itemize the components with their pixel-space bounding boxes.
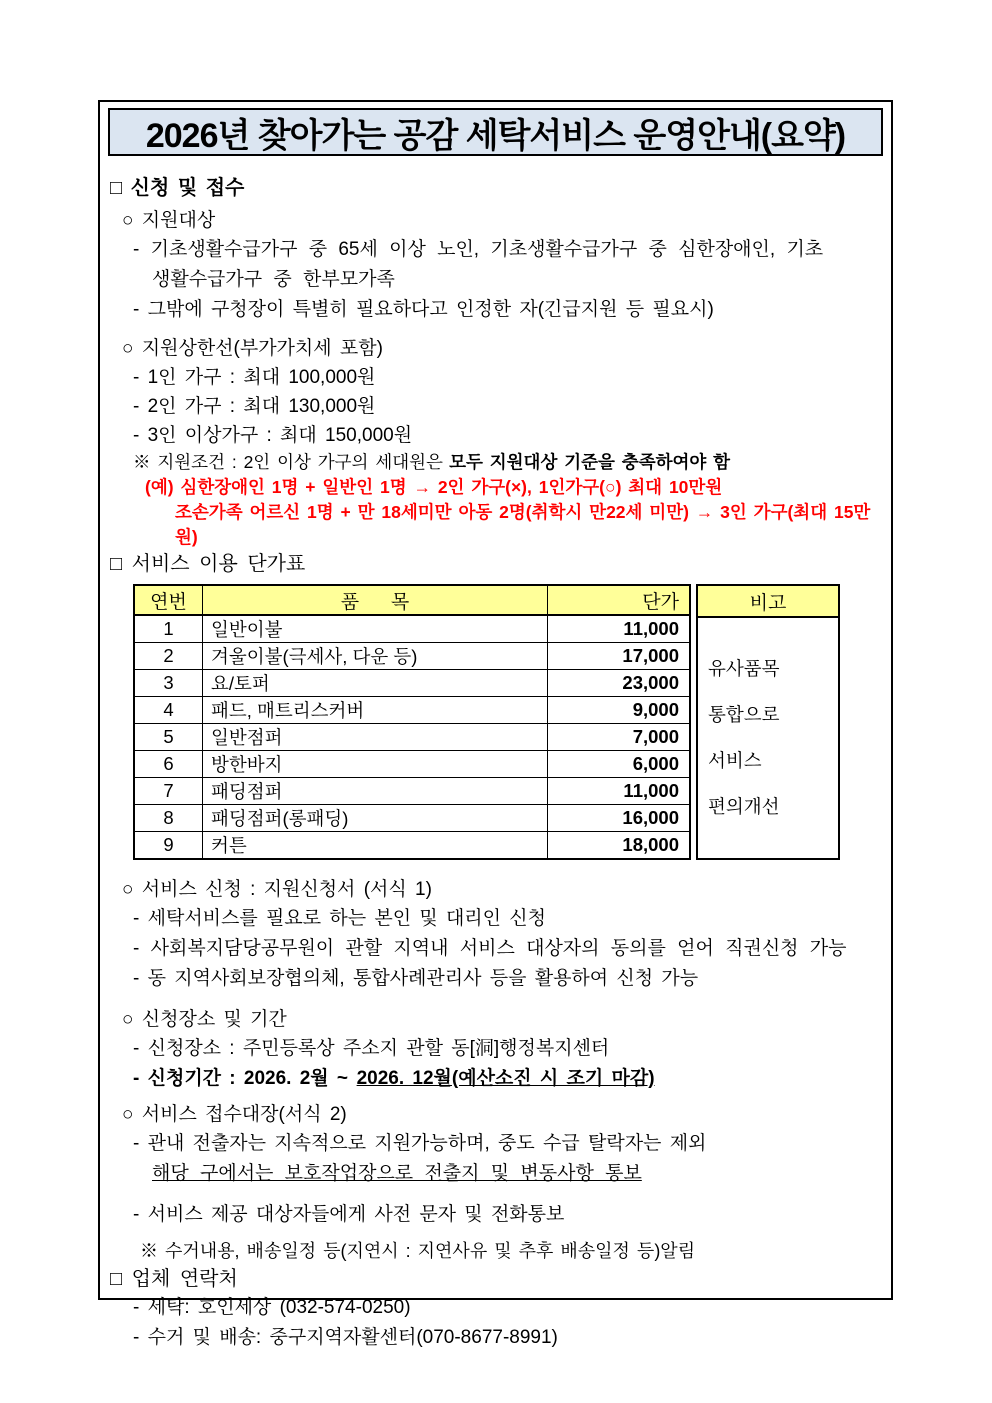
cell-item: 겨울이불(극세사, 다운 등): [203, 643, 548, 670]
pickup-notice-line: ※ 수거내용, 배송일정 등(지연시 : 지연사유 및 추후 배송일정 등)알림: [140, 1241, 696, 1261]
cell-price: 6,000: [548, 751, 691, 778]
contact-laundry-line: - 세탁: 호인세상 (032-574-0250): [133, 1297, 411, 1318]
receipt-item-1: - 관내 전출자는 지속적으로 지원가능하며, 중도 수급 탈락자는 제외: [133, 1133, 707, 1154]
heading-support-limit: ○ 지원상한선(부가가치세 포함): [122, 338, 383, 359]
support-condition-note: [133, 450, 891, 475]
note-merged-cell: [697, 617, 839, 859]
table-row: [134, 832, 690, 860]
table-row: [134, 724, 690, 751]
price-table-header: [134, 585, 690, 615]
cell-no: 6: [134, 751, 203, 778]
request-item-2: - 사회복지담당공무원이 관할 지역내 서비스 대상자의 동의를 얻어 직권신청 가능: [133, 938, 847, 959]
table-row: [134, 615, 690, 643]
target-item-line2: - 그밖에 구청장이 특별히 필요하다고 인정한 자(긴급지원 등 필요시): [133, 299, 714, 320]
col-header-no: 연번: [134, 585, 203, 615]
table-header-row: [134, 585, 690, 615]
period-underlined-part: 2026. 12월(예산소진 시 조기 마감): [356, 1068, 655, 1089]
condition-bold-part: 모두 지원대상 기준을 충족하여야 함: [449, 452, 731, 472]
cell-no: 4: [134, 697, 203, 724]
table-row: [134, 670, 690, 697]
limit-item-3: - 3인 이상가구 : 최대 150,000원: [133, 425, 413, 446]
title-banner: [108, 108, 883, 156]
page-title: 2026년 찾아가는 공감 세탁서비스 운영안내(요약): [145, 116, 846, 155]
table-header-row: [697, 585, 839, 617]
table-row: [134, 697, 690, 724]
target-item-line1a: - 기초생활수급가구 중 65세 이상 노인, 기초생활수급가구 중 심한장애인, 기초: [133, 239, 824, 260]
contact-pickup-line: - 수거 및 배송: 중구지역자활센터(070-8677-8991): [133, 1327, 558, 1348]
example-line-1: (예) 심한장애인 1명 + 일반인 1명 → 2인 가구(×), 1인가구(○) 최대 10만원: [145, 477, 723, 497]
cell-item: 커튼: [203, 832, 548, 860]
cell-item: 패드, 매트리스커버: [203, 697, 548, 724]
apply-period-line: [133, 1064, 891, 1094]
heading-support-target: ○ 지원대상: [122, 210, 216, 231]
heading-apply-receipt: □ 신청 및 접수: [110, 177, 245, 199]
note-line: 서비스: [708, 750, 762, 771]
heading-contact: □ 업체 연락처: [110, 1268, 238, 1290]
table-row: [134, 643, 690, 670]
cell-no: 8: [134, 805, 203, 832]
note-line: 유사품목: [708, 658, 780, 679]
cell-item: 방한바지: [203, 751, 548, 778]
table-row: [134, 751, 690, 778]
price-table: [133, 584, 691, 860]
cell-item: 패딩점퍼(롱패딩): [203, 805, 548, 832]
cell-price: 18,000: [548, 832, 691, 860]
target-item-line1b: 생활수급가구 중 한부모가족: [152, 269, 395, 290]
period-prefix: - 신청기간 : 2026. 2월 ~: [133, 1068, 349, 1089]
cell-no: 7: [134, 778, 203, 805]
table-row: [697, 617, 839, 859]
receipt-item-2: - 서비스 제공 대상자들에게 사전 문자 및 전화통보: [133, 1204, 565, 1225]
cell-item: 일반점퍼: [203, 724, 548, 751]
cell-item: 요/토퍼: [203, 670, 548, 697]
table-row: [134, 805, 690, 832]
price-table-body: [134, 615, 690, 859]
cell-price: 11,000: [548, 615, 691, 643]
heading-receipt-ledger: ○ 서비스 접수대장(서식 2): [122, 1104, 347, 1125]
limit-item-2: - 2인 가구 : 최대 130,000원: [133, 396, 376, 417]
cell-no: 9: [134, 832, 203, 860]
example-line-2: 조손가족 어르신 1명 + 만 18세미만 아동 2명(취학시 만22세 미만) → 3인 가구(최대 15만원): [175, 502, 871, 547]
document-border-frame: [98, 100, 893, 1348]
heading-price-table: □ 서비스 이용 단가표: [110, 553, 306, 575]
cell-item: 패딩점퍼: [203, 778, 548, 805]
heading-apply-place-period: ○ 신청장소 및 기간: [122, 1009, 287, 1030]
note-column-body: [697, 617, 839, 859]
request-item-3: - 동 지역사회보장협의체, 통합사례관리사 등을 활용하여 신청 가능: [133, 968, 699, 989]
apply-place-line: - 신청장소 : 주민등록상 주소지 관할 동[洞]행정복지센터: [133, 1038, 610, 1059]
col-header-note: 비고: [697, 585, 839, 617]
cell-no: 2: [134, 643, 203, 670]
price-table-note-column: [696, 584, 840, 860]
col-header-price: 단가: [548, 585, 691, 615]
cell-price: 16,000: [548, 805, 691, 832]
price-table-wrap: [133, 584, 891, 860]
cell-price: 7,000: [548, 724, 691, 751]
col-header-item: 품 목: [203, 585, 548, 615]
request-item-1: - 세탁서비스를 필요로 하는 본인 및 대리인 신청: [133, 908, 547, 929]
heading-service-request: ○ 서비스 신청 : 지원신청서 (서식 1): [122, 879, 432, 900]
note-line: 통합으로: [708, 704, 780, 725]
cell-price: 17,000: [548, 643, 691, 670]
cell-price: 23,000: [548, 670, 691, 697]
table-row: [134, 778, 690, 805]
cell-price: 9,000: [548, 697, 691, 724]
condition-prefix: ※ 지원조건 : 2인 이상 가구의 세대원은: [133, 452, 443, 472]
cell-no: 3: [134, 670, 203, 697]
receipt-item-1-continued: 해당 구에서는 보호작업장으로 전출지 및 변동사항 통보: [152, 1163, 642, 1184]
cell-no: 5: [134, 724, 203, 751]
cell-item: 일반이불: [203, 615, 548, 643]
cell-price: 11,000: [548, 778, 691, 805]
limit-item-1: - 1인 가구 : 최대 100,000원: [133, 367, 376, 388]
cell-no: 1: [134, 615, 203, 643]
note-line: 편의개선: [708, 796, 780, 817]
note-column-header: [697, 585, 839, 617]
